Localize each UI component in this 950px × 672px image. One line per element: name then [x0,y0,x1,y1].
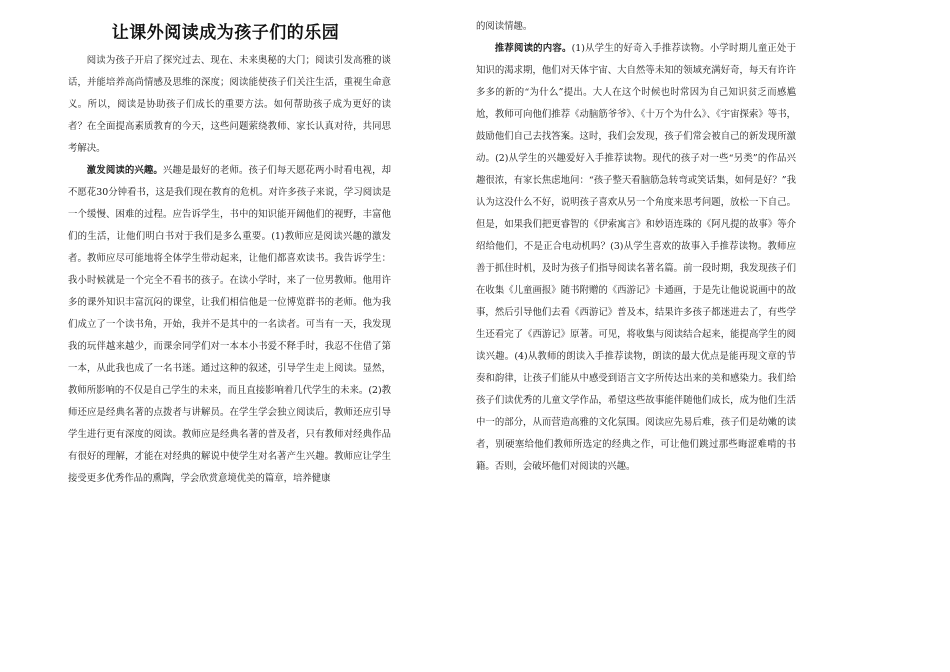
section-recommend-body: (1)从学生的好奇入手推荐读物。小学时期儿童正处于知识的渴求期，他们对天体宇宙、大自然等未知的领域充满好奇，每天有许许多多的新的“为什么”提出。大人在这个时候也时常因为自己知识贫乏而感尴尬，教师可向他们推荐《动脑筋爷爷》、《十万个为什么》、《宇宙探索》等书，鼓励他们自己去找答案。这时，我们会发现，孩子们常会被自己的新发现所激动。(2)从学生的兴趣爱好入手推荐读物。现代的孩子对一些“另类”的作品兴趣很浓，有家长焦虑地问：“孩子整天看脑筋急转弯或笑话集，如何是好？”我认为这没什么不好，说明孩子喜欢从另一个角度来思考问题，放松一下自己。但是，如果我们把更睿智的《伊索寓言》和妙语连珠的《阿凡提的故事》等介绍给他们，不是正合电动机吗？(3)从学生喜欢的故事入手推荐读物。教师应善于抓住时机，及时为孩子们指导阅读名著名篇。前一段时期，我发现孩子们在收集《儿童画报》随书附赠的《西游记》卡通画，于是先让他说说画中的故事，然后引导他们去看《西游记》普及本，结果许多孩子都迷进去了，有些学生还看完了《西游记》原著。可见，将收集与阅读结合起来，能提高学生的阅读兴趣。(4)从教师的朗读入手推荐读物，朗读的最大优点是能再现文章的节奏和韵律，让孩子们能从中感受到语言文字所传达出来的美和感染力。我们给孩子们读优秀的儿童文学作品，希望这些故事能伴随他们成长，成为他们生活中一的部分，从而营造高雅的文化氛围。阅读应先易后难，孩子们是幼嫩的读者，别硬塞给他们教师所选定的经典之作，可让他们跳过那些晦涩难啃的书籍。否则，会破坏他们对阅读的兴趣。 [476,43,796,472]
intro-paragraph: 阅读为孩子开启了探究过去、现在、未来奥秘的大门；阅读引发高雅的谈话，并能培养高尚情感及思维的深度；阅读能使孩子们关注生活，重视生命意义。所以，阅读是协助孩子们成长的重要方法。如何帮助孩子成为更好的读者？在全面提高素质教育的今天，这些问题萦绕教师、家长认真对待，共同思考解决。 [68,55,391,154]
page-title: 让课外阅读成为孩子们的乐园 [111,23,340,43]
section-recommend-paragraph [476,38,796,478]
continuation-text: 的阅读情趣。 [476,21,533,32]
section-recommend-heading: 推荐阅读的内容。 [494,43,572,54]
section-interest-heading: 激发阅读的兴趣。 [86,165,163,176]
left-column [68,0,391,490]
right-column [476,16,796,478]
section-interest-paragraph [68,160,391,490]
section-interest-body: 兴趣是最好的老师。孩子们每天愿花两小时看电视，却不愿花30分钟看书，这是我们现在教育的危机。对许多孩子来说，学习阅读是一个缓慢、困难的过程。应告诉学生，书中的知识能开阔他们的视野，丰富他们的生活，让他们明白书对于我们是多么重要。(1)教师应是阅读兴趣的激发者。教师应尽可能地将全体学生带动起来，让他们都喜欢读书。我告诉学生：我小时候就是一个完全不看书的孩子。在读小学时，来了一位男教师。他用许多的课外知识丰富沉闷的课堂，让我们相信他是一位博览群书的老师。他为我们成立了一个读书角，开始，我并不是其中的一名读者。可当有一天，我发现我的玩伴越来越少，而课余同学们对一本本小书爱不释手时，我忍不住借了第一本，从此我也成了一名书迷。通过这种的叙述，引导学生走上阅读。显然，教师所影响的不仅是自己学生的未来，而且直接影响着几代学生的未来。(2)教师还应是经典名著的点拨者与讲解员。在学生学会独立阅读后，教师还应引导学生进行更有深度的阅读。教师应是经典名著的普及者，只有教师对经典作品有很好的理解，才能在对经典的解说中使学生对名著产生兴趣。教师应让学生接受更多优秀作品的熏陶，学会欣赏意境优美的篇章，培养健康 [68,165,391,484]
